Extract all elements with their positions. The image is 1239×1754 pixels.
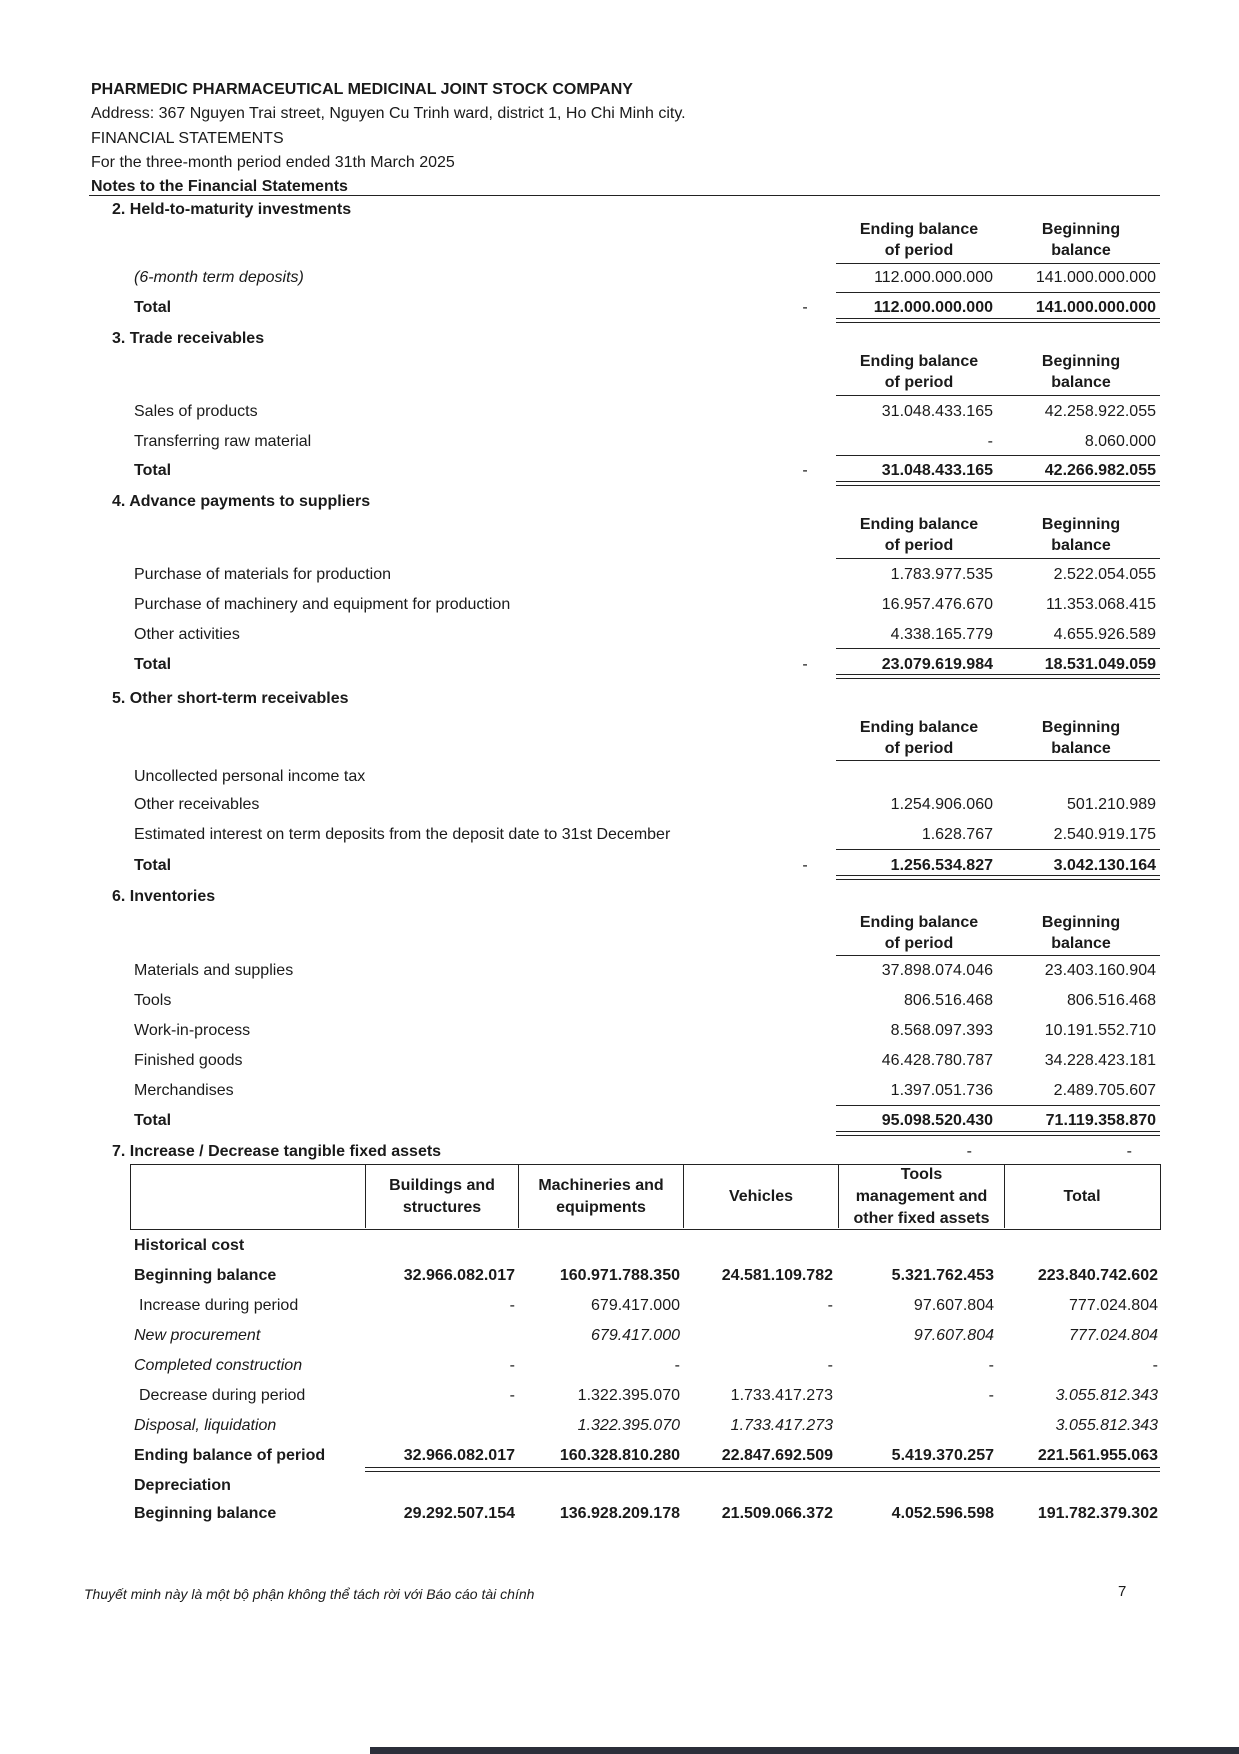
section-title: 2. Held-to-maturity investments (112, 201, 352, 218)
fixed-assets-header (130, 1164, 1161, 1230)
col-head-ending: Ending balance of period (859, 914, 979, 952)
total-row: Total - 31.048.433.165 42.266.982.055 (134, 462, 1156, 479)
table-row: Transferring raw material - 8.060.000 (134, 433, 1156, 450)
scan-edge-bar (370, 1747, 1239, 1754)
col-head-ending: Ending balance of period (859, 516, 979, 554)
table-row: Finished goods 46.428.780.787 34.228.423.181 (134, 1052, 1156, 1069)
table-row: Historical cost (134, 1237, 245, 1254)
table-row: Depreciation (134, 1477, 231, 1494)
subtotal-rule (836, 648, 1160, 649)
table-row: Disposal, liquidation 1.322.395.070 1.733.417.273 3.055.812.343 (134, 1417, 1158, 1434)
table-row: Other receivables 1.254.906.060 501.210.989 (134, 796, 1156, 813)
table-row: Purchase of machinery and equipment for production 16.957.476.670 11.353.068.415 (134, 596, 1156, 613)
section-title: 5. Other short-term receivables (112, 690, 349, 707)
table-row: (6-month term deposits) 112.000.000.000 141.000.000.000 (134, 269, 1156, 286)
section-title: 6. Inventories (112, 888, 216, 905)
col-head-ending: Ending balance of period (859, 719, 979, 757)
col-head-rule (836, 395, 1160, 396)
subtotal-rule (836, 1105, 1160, 1106)
col-buildings: Buildings and structures (365, 1165, 518, 1228)
col-head-rule (836, 955, 1160, 956)
total-double-rule (836, 674, 1160, 679)
col-head-beginning: Beginning balance (1041, 719, 1121, 757)
total-double-rule (836, 318, 1160, 323)
table-row: Estimated interest on term deposits from the deposit date to 31st December 1.628.767 2.540.919.175 (134, 826, 1156, 843)
total-double-rule (836, 875, 1160, 880)
subtotal-rule (836, 849, 1160, 850)
col-head-beginning: Beginning balance (1041, 914, 1121, 952)
subtotal-rule (836, 455, 1160, 456)
table-row: New procurement 679.417.000 97.607.804 777.024.804 (134, 1327, 1158, 1344)
table-row: Uncollected personal income tax (134, 768, 366, 785)
table-row: Tools 806.516.468 806.516.468 (134, 992, 1156, 1009)
header-rule (89, 195, 1160, 196)
total-double-rule (836, 1131, 1160, 1136)
table-row: Materials and supplies 37.898.074.046 23.403.160.904 (134, 962, 1156, 979)
col-tools: Tools management and other fixed assets (838, 1165, 1004, 1228)
col-head-rule (836, 263, 1160, 264)
stray-dash: - (1126, 1143, 1132, 1160)
reporting-period: For the three-month period ended 31th March 2025 (91, 154, 455, 171)
col-head-ending: Ending balance of period (859, 353, 979, 391)
table-row: Beginning balance 32.966.082.017 160.971.788.350 24.581.109.782 5.321.762.453 223.840.742.602 (134, 1267, 1158, 1284)
total-row: Total - 1.256.534.827 3.042.130.164 (134, 857, 1156, 874)
company-address: Address: 367 Nguyen Trai street, Nguyen Cu Trinh ward, district 1, Ho Chi Minh city. (91, 105, 686, 122)
total-row: Total 95.098.520.430 71.119.358.870 (134, 1112, 1156, 1129)
col-machineries: Machineries and equipments (518, 1165, 683, 1228)
table-row: Ending balance of period 32.966.082.017 160.328.810.280 22.847.692.509 5.419.370.257 221.561.955.063 (134, 1447, 1158, 1464)
footer-note: Thuyết minh này là một bộ phận không thể tách rời với Báo cáo tài chính (84, 1586, 535, 1602)
table-row: Purchase of materials for production 1.783.977.535 2.522.054.055 (134, 566, 1156, 583)
total-row: Total - 112.000.000.000 141.000.000.000 (134, 299, 1156, 316)
table-row: Completed construction - - - - - (134, 1357, 1158, 1374)
table-row: Beginning balance 29.292.507.154 136.928.209.178 21.509.066.372 4.052.596.598 191.782.379.302 (134, 1505, 1158, 1522)
subtotal-rule (836, 292, 1160, 293)
section-title-row (0, 1140, 1239, 1164)
col-head-rule (836, 760, 1160, 761)
stray-dash: - (966, 1143, 972, 1160)
table-row: Decrease during period - 1.322.395.070 1.733.417.273 - 3.055.812.343 (139, 1387, 1158, 1404)
col-head-beginning: Beginning balance (1041, 353, 1121, 391)
col-head-ending: Ending balance of period (859, 221, 979, 259)
table-row: Work-in-process 8.568.097.393 10.191.552.710 (134, 1022, 1156, 1039)
col-total: Total (1004, 1165, 1159, 1228)
section-title: 7. Increase / Decrease tangible fixed assets (112, 1143, 442, 1160)
table-row: Increase during period - 679.417.000 - 97.607.804 777.024.804 (139, 1297, 1158, 1314)
col-head-beginning: Beginning balance (1041, 221, 1121, 259)
company-name: PHARMEDIC PHARMACEUTICAL MEDICINAL JOINT STOCK COMPANY (91, 81, 633, 98)
col-head-beginning: Beginning balance (1041, 516, 1121, 554)
col-head-rule (836, 558, 1160, 559)
table-row: Other activities 4.338.165.779 4.655.926.589 (134, 626, 1156, 643)
section-title: 4. Advance payments to suppliers (112, 493, 371, 510)
document-type: FINANCIAL STATEMENTS (91, 130, 284, 147)
total-double-rule (836, 481, 1160, 486)
col-vehicles: Vehicles (683, 1165, 838, 1228)
section-title: 3. Trade receivables (112, 330, 265, 347)
total-row: Total - 23.079.619.984 18.531.049.059 (134, 656, 1156, 673)
total-double-rule (365, 1467, 1160, 1472)
notes-title: Notes to the Financial Statements (91, 178, 348, 195)
table-row: Merchandises 1.397.051.736 2.489.705.607 (134, 1082, 1156, 1099)
table-row: Sales of products 31.048.433.165 42.258.922.055 (134, 403, 1156, 420)
page-number: 7 (1118, 1583, 1127, 1600)
